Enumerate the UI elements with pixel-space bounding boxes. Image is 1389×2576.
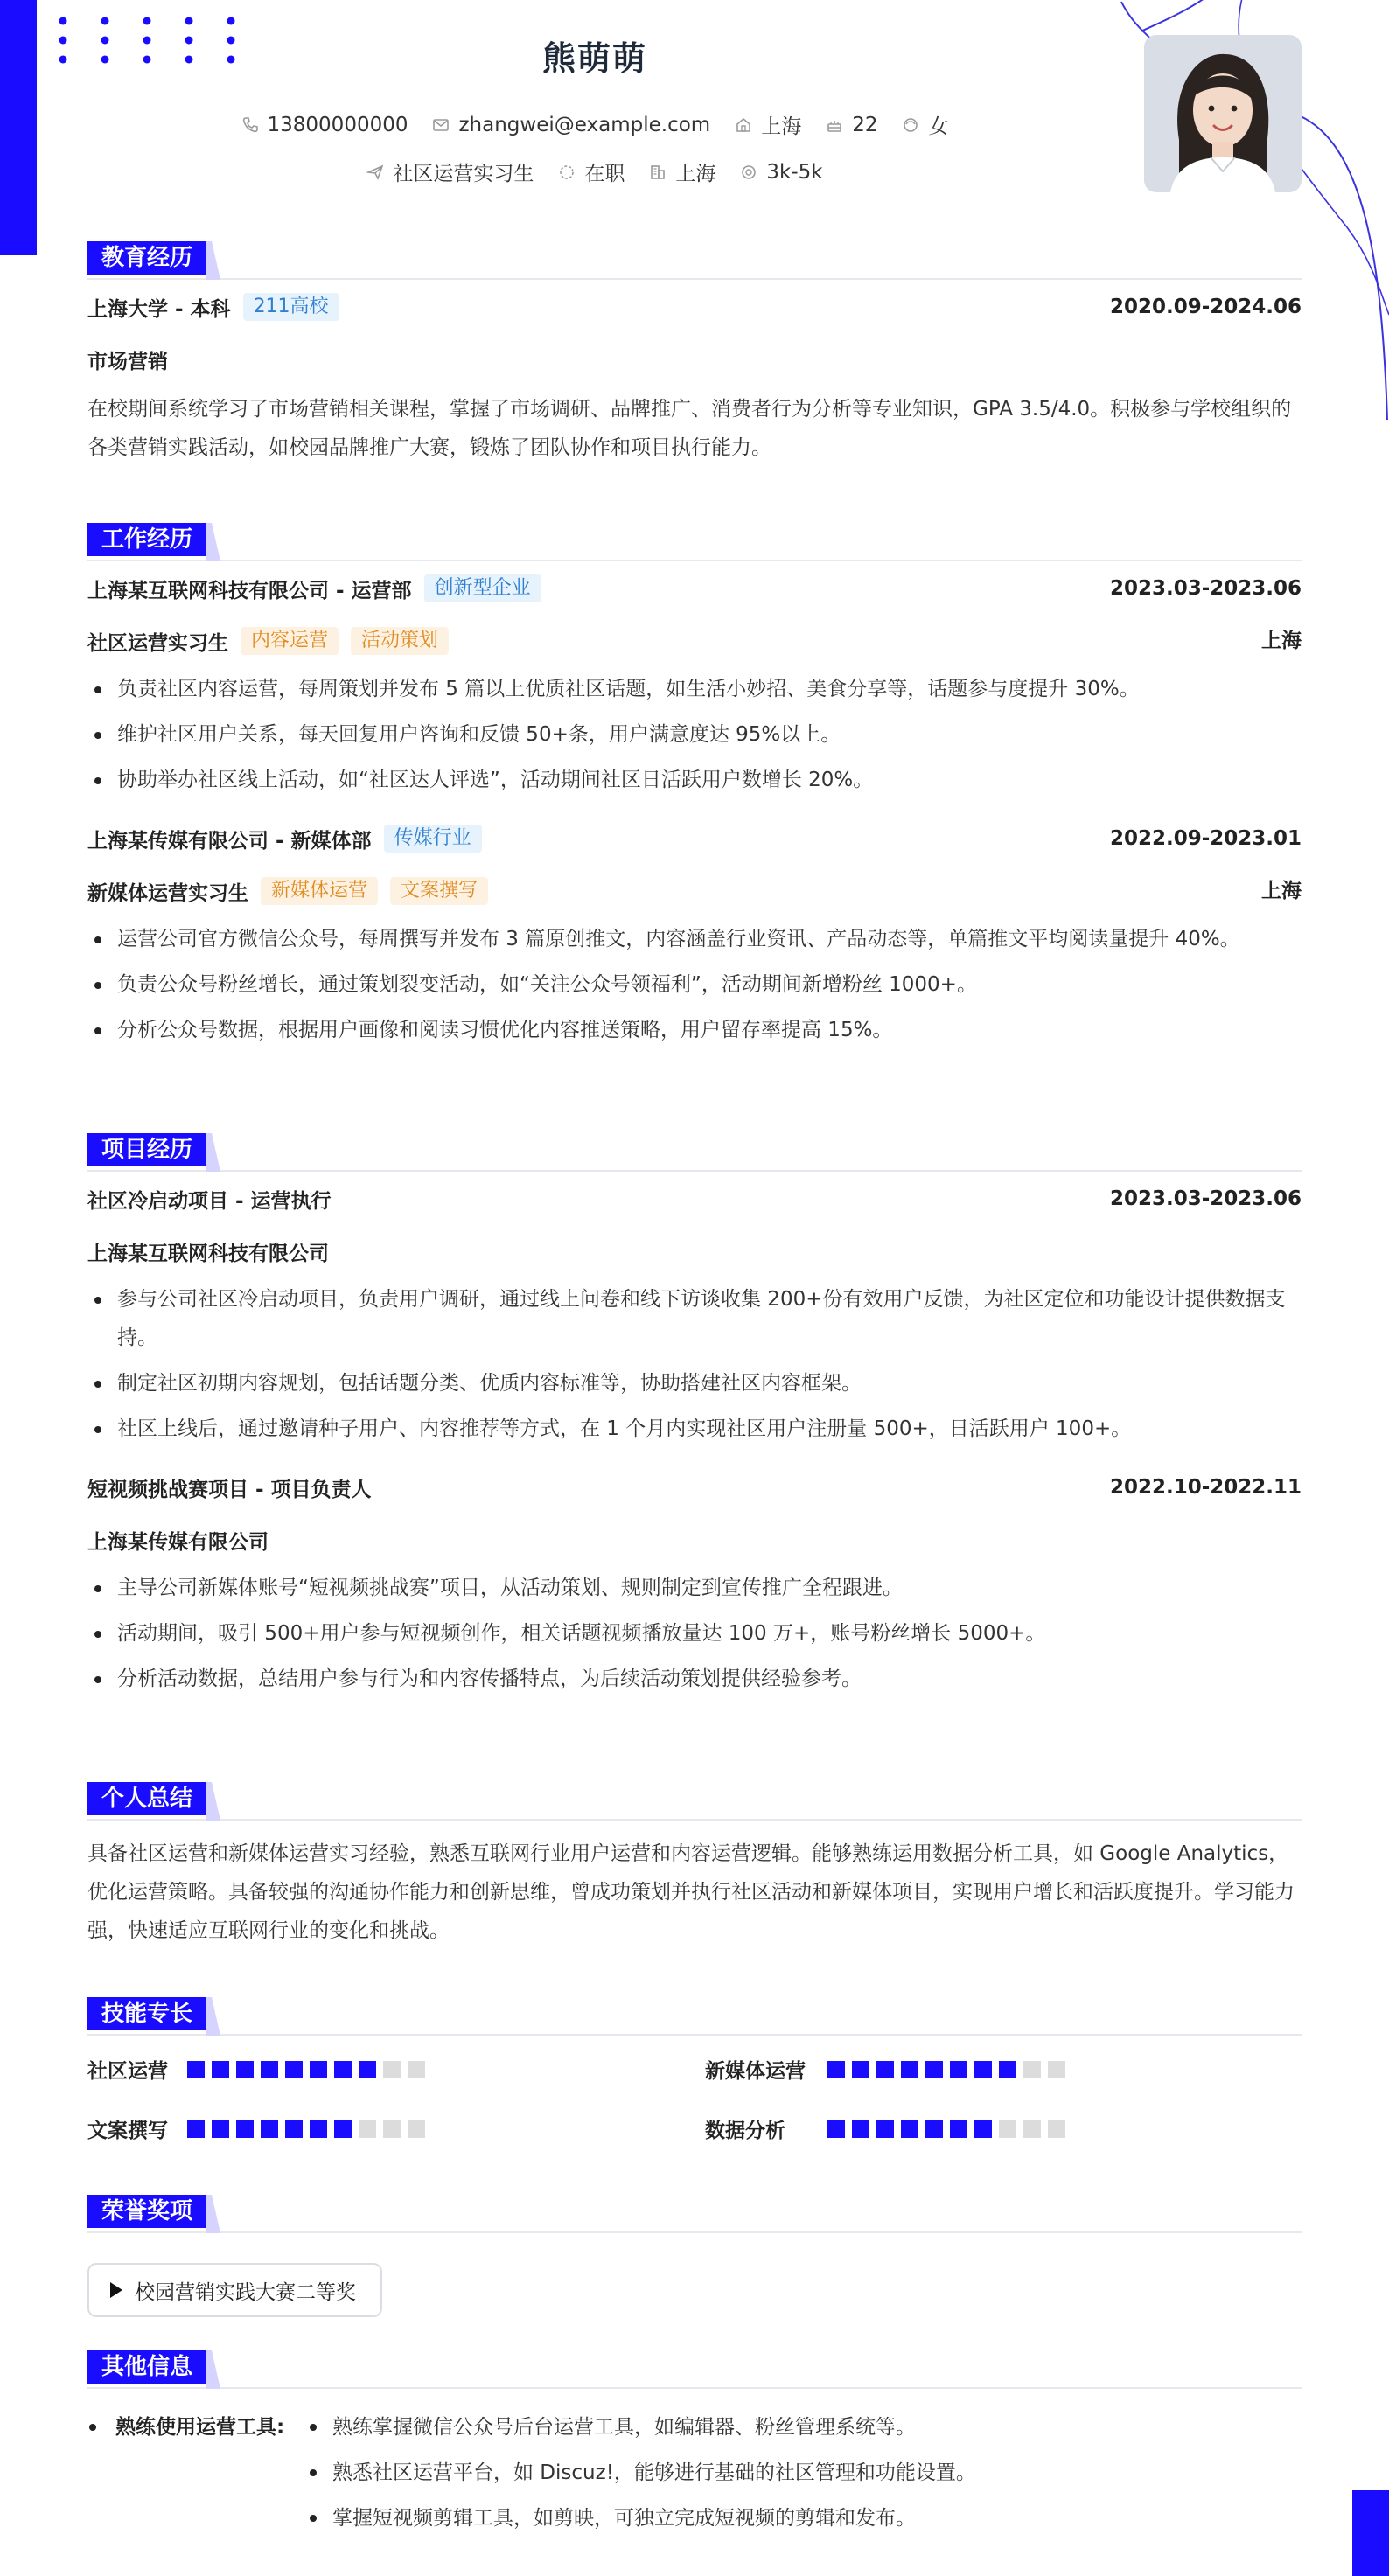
skill-level-bar <box>187 2061 425 2078</box>
role-name: 社区运营实习生 <box>87 631 228 655</box>
section-title-tail-decoration <box>206 2195 222 2233</box>
home-icon <box>735 116 752 134</box>
building-icon <box>649 164 667 181</box>
phone-text: 13800000000 <box>267 113 408 136</box>
skill-level-block <box>974 2120 992 2138</box>
status-text: 在职 <box>584 163 625 185</box>
education-description: 在校期间系统学习了市场营销相关课程，掌握了市场调研、品牌推广、消费者行为分析等专业知识，GPA 3.5/4.0。积极参与学校组织的各类营销实践活动，如校园品牌推广大赛，锻炼了团队协作和项目执行能力。 <box>87 398 1292 459</box>
gender-icon <box>902 116 919 134</box>
right-accent-bar <box>1352 2490 1389 2576</box>
skill-level-block <box>925 2061 943 2078</box>
list-item: 主导公司新媒体账号“短视频挑战赛”项目，从活动策划、规则制定到宣传推广全程跟进。 <box>87 1569 1302 1607</box>
location-info <box>735 110 801 139</box>
role-tag: 文案撰写 <box>390 877 488 905</box>
section-title-tail-decoration <box>206 1782 222 1821</box>
skill-level-block <box>974 2061 992 2078</box>
list-item: 分析公众号数据，根据用户画像和阅读习惯优化内容推送策略，用户留存率提高 15%。 <box>87 1011 1302 1049</box>
list-item: 分析活动数据，总结用户参与行为和内容传播特点，为后续活动策划提供经验参考。 <box>87 1660 1302 1698</box>
skills-section <box>87 1997 1302 2158</box>
tools-label: 熟练使用运营工具: <box>87 2405 284 2450</box>
section-title-tail-decoration <box>206 1133 222 1172</box>
age-text: 22 <box>852 113 878 136</box>
skill-item <box>705 2114 1065 2143</box>
section-title: 教育经历 <box>87 241 206 275</box>
award-item <box>87 2263 382 2317</box>
list-item: 维护社区用户关系，每天回复用户咨询和反馈 50+条，用户满意度达 95%以上。 <box>87 715 1302 754</box>
project-org-row <box>87 1525 1302 1555</box>
section-title-tail-decoration <box>206 523 222 561</box>
work-date: 2023.03-2023.06 <box>1109 577 1302 600</box>
skill-level-block <box>187 2061 205 2078</box>
skill-level-block <box>901 2120 918 2138</box>
work-date: 2022.09-2023.01 <box>1109 827 1302 850</box>
skill-level-block <box>187 2120 205 2138</box>
skill-level-block <box>236 2120 254 2138</box>
company-name: 上海某传媒有限公司 - 新媒体部 <box>87 829 372 853</box>
section-header <box>87 241 1302 280</box>
work-bullets <box>87 920 1302 1049</box>
section-title: 其他信息 <box>87 2350 206 2384</box>
skill-level-block <box>383 2061 401 2078</box>
location-text: 上海 <box>761 115 802 138</box>
skill-level-block <box>950 2120 967 2138</box>
phone-icon <box>241 116 259 134</box>
email-text: zhangwei@example.com <box>458 113 711 136</box>
skill-level-block <box>334 2061 352 2078</box>
contact-row <box>0 110 1190 139</box>
education-section <box>87 241 1302 467</box>
project-org: 上海某传媒有限公司 <box>87 1530 269 1554</box>
skill-level-block <box>876 2061 894 2078</box>
section-header <box>87 2350 1302 2389</box>
role-tag: 新媒体运营 <box>261 877 378 905</box>
skill-level-block <box>827 2061 845 2078</box>
skill-level-block <box>876 2120 894 2138</box>
job-intent-row <box>0 157 1190 186</box>
skill-name: 文案撰写 <box>87 2120 168 2142</box>
section-title: 个人总结 <box>87 1782 206 1815</box>
profile-photo <box>1144 35 1302 192</box>
section-header <box>87 2195 1302 2233</box>
company-tag: 创新型企业 <box>424 574 541 602</box>
work-city: 上海 <box>1261 630 1302 652</box>
other-section <box>87 2350 1302 2530</box>
section-header <box>87 1997 1302 2036</box>
role-tag: 内容运营 <box>241 627 339 655</box>
section-title: 项目经历 <box>87 1133 206 1166</box>
skill-level-block <box>852 2061 869 2078</box>
work-company-row <box>87 574 1302 603</box>
list-item: 负责公众号粉丝增长，通过策划裂变活动，如“关注公众号领福利”，活动期间新增粉丝 1000+。 <box>87 965 1302 1004</box>
skill-level-block <box>261 2061 278 2078</box>
list-item: 协助举办社区线上活动，如“社区达人评选”，活动期间社区日活跃用户数增长 20%。 <box>87 761 1302 799</box>
skill-level-block <box>359 2120 376 2138</box>
skill-level-block <box>950 2061 967 2078</box>
work-role-row <box>87 626 1302 656</box>
status-icon <box>558 164 576 181</box>
list-item: 社区上线后，通过邀请种子用户、内容推荐等方式，在 1 个月内实现社区用户注册量 500+，日活跃用户 100+。 <box>87 1410 1302 1448</box>
skill-level-block <box>261 2120 278 2138</box>
skill-level-bar <box>827 2120 1065 2138</box>
skill-level-block <box>1023 2120 1041 2138</box>
project-bullets <box>87 1569 1302 1698</box>
skill-name: 数据分析 <box>705 2120 785 2142</box>
skill-level-block <box>285 2061 303 2078</box>
section-title: 技能专长 <box>87 1997 206 2030</box>
award-text: 校园营销实践大赛二等奖 <box>135 2280 356 2304</box>
project-bullets <box>87 1280 1302 1448</box>
gender-info <box>902 110 948 139</box>
project-org-row <box>87 1236 1302 1266</box>
skill-level-bar <box>827 2061 1065 2078</box>
project-name: 社区冷启动项目 - 运营执行 <box>87 1189 332 1213</box>
skill-level-block <box>212 2120 229 2138</box>
list-item: 活动期间，吸引 500+用户参与短视频创作，相关话题视频播放量达 100 万+，账号粉丝增长 5000+。 <box>87 1614 1302 1653</box>
education-date: 2020.09-2024.06 <box>1109 296 1302 318</box>
project-row <box>87 1472 1302 1502</box>
skill-level-block <box>383 2120 401 2138</box>
school-tag: 211高校 <box>243 293 339 321</box>
role-tag: 活动策划 <box>351 627 449 655</box>
honors-section <box>87 2195 1302 2308</box>
skill-name: 社区运营 <box>87 2060 168 2083</box>
skill-level-bar <box>187 2120 425 2138</box>
skill-item <box>705 2055 1065 2084</box>
skill-level-block <box>925 2120 943 2138</box>
work-role-row <box>87 876 1302 906</box>
work-bullets <box>87 670 1302 799</box>
list-item: 参与公司社区冷启动项目，负责用户调研，通过线上问卷和线下访谈收集 200+份有效用户反馈，为社区定位和功能设计提供数据支持。 <box>87 1280 1302 1357</box>
skill-item <box>87 2055 425 2084</box>
salary-info <box>740 161 822 184</box>
skill-item <box>87 2114 425 2143</box>
job-target-info <box>366 157 534 186</box>
phone-info <box>241 114 408 136</box>
age-info <box>826 114 877 136</box>
skill-name: 新媒体运营 <box>705 2060 806 2083</box>
list-item: 熟练掌握微信公众号后台运营工具，如编辑器、粉丝管理系统等。 <box>304 2405 976 2450</box>
skill-level-block <box>359 2061 376 2078</box>
section-header <box>87 523 1302 561</box>
send-icon <box>366 164 384 181</box>
target-city-text: 上海 <box>675 163 716 185</box>
skill-level-block <box>285 2120 303 2138</box>
salary-text: 3k-5k <box>766 160 823 184</box>
skill-level-block <box>901 2061 918 2078</box>
status-info <box>558 157 625 186</box>
target-city-info <box>649 157 715 186</box>
project-date: 2023.03-2023.06 <box>1109 1187 1302 1210</box>
skill-level-block <box>334 2120 352 2138</box>
project-name: 短视频挑战赛项目 - 项目负责人 <box>87 1478 372 1501</box>
list-item: 运营公司官方微信公众号，每周撰写并发布 3 篇原创推文，内容涵盖行业资讯、产品动态等，单篇推文平均阅读量提升 40%。 <box>87 920 1302 958</box>
project-date: 2022.10-2022.11 <box>1109 1476 1302 1499</box>
project-row <box>87 1184 1302 1214</box>
section-title: 荣誉奖项 <box>87 2195 206 2228</box>
section-header <box>87 1782 1302 1821</box>
skill-level-block <box>1048 2061 1065 2078</box>
gender-text: 女 <box>928 115 949 138</box>
major-name: 市场营销 <box>87 350 168 373</box>
skill-level-block <box>999 2061 1016 2078</box>
company-tag: 传媒行业 <box>384 825 482 853</box>
candidate-name: 熊萌萌 <box>541 39 647 78</box>
resume-header <box>0 0 1389 210</box>
work-city: 上海 <box>1261 880 1302 902</box>
work-section <box>87 523 1302 1049</box>
skill-level-block <box>212 2061 229 2078</box>
list-item: 制定社区初期内容规划，包括话题分类、优质内容标准等，协助搭建社区内容框架。 <box>87 1364 1302 1403</box>
summary-section <box>87 1782 1302 1950</box>
project-org: 上海某互联网科技有限公司 <box>87 1242 329 1265</box>
skill-level-block <box>310 2120 327 2138</box>
triangle-right-icon <box>110 2282 122 2298</box>
mail-icon <box>432 116 450 134</box>
section-title-tail-decoration <box>206 1997 222 2036</box>
skill-level-block <box>310 2061 327 2078</box>
list-item: 掌握短视频剪辑工具，如剪映，可独立完成短视频的剪辑和发布。 <box>304 2496 976 2541</box>
skill-level-block <box>852 2120 869 2138</box>
section-header <box>87 1133 1302 1172</box>
skill-level-block <box>408 2120 425 2138</box>
projects-section <box>87 1133 1302 1698</box>
age-icon <box>826 116 843 134</box>
skill-level-block <box>999 2120 1016 2138</box>
skill-level-block <box>236 2061 254 2078</box>
major-row <box>87 345 1302 374</box>
tools-list <box>304 2405 976 2541</box>
work-company-row <box>87 824 1302 853</box>
skill-level-block <box>408 2061 425 2078</box>
skill-level-block <box>1048 2120 1065 2138</box>
school-name: 上海大学 - 本科 <box>87 297 231 321</box>
education-row <box>87 292 1302 322</box>
skills-grid <box>87 2036 1302 2158</box>
skill-level-block <box>1023 2061 1041 2078</box>
list-item: 负责社区内容运营，每周策划并发布 5 篇以上优质社区话题，如生活小妙招、美食分享等，话题参与度提升 30%。 <box>87 670 1302 708</box>
skill-level-block <box>827 2120 845 2138</box>
job-target-text: 社区运营实习生 <box>393 163 534 185</box>
salary-icon <box>740 164 757 181</box>
section-title: 工作经历 <box>87 523 206 556</box>
role-name: 新媒体运营实习生 <box>87 881 248 905</box>
company-name: 上海某互联网科技有限公司 - 运营部 <box>87 579 412 602</box>
summary-text: 具备社区运营和新媒体运营实习经验，熟悉互联网行业用户运营和内容运营逻辑。能够熟练运用数据分析工具，如 Google Analytics，优化运营策略。具备较强的沟通协作能力和创新思维，曾成功策划并执行社区活动和新媒体项目，实现用户增长和活跃度提升。学习能力强，快速适应互联网行业的变化和挑战。 <box>87 1842 1295 1942</box>
section-title-tail-decoration <box>206 241 222 280</box>
section-title-tail-decoration <box>206 2350 222 2389</box>
email-info <box>432 114 710 136</box>
list-item: 熟悉社区运营平台，如 Discuz!，能够进行基础的社区管理和功能设置。 <box>304 2450 976 2496</box>
